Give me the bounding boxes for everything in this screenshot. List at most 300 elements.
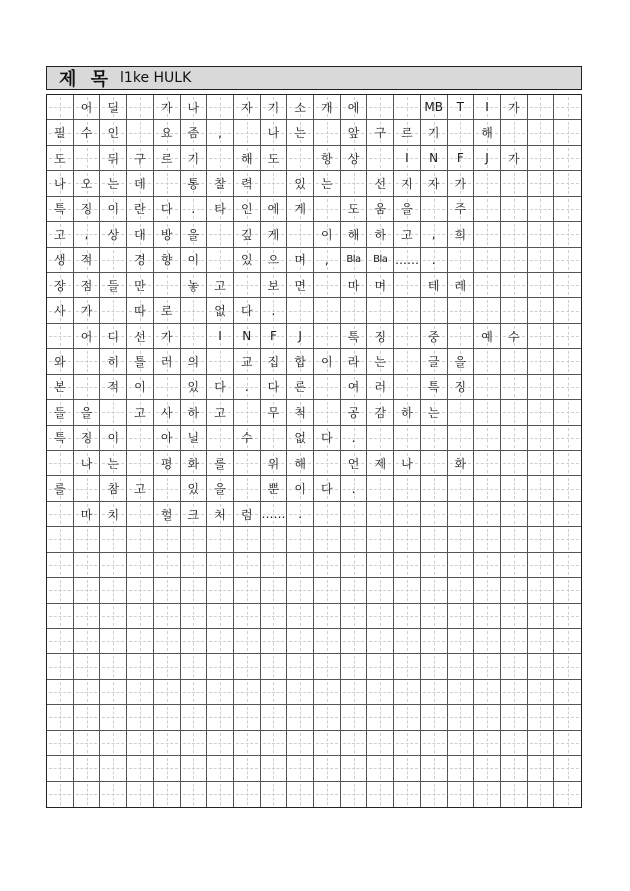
grid-cell	[474, 654, 501, 679]
cell-char: 처	[214, 507, 226, 522]
cell-char: 앞	[347, 126, 360, 141]
grid-cell	[127, 451, 154, 476]
grid-cell	[74, 324, 101, 349]
grid-cell	[367, 349, 394, 374]
grid-cell	[341, 248, 368, 273]
grid-cell	[421, 171, 448, 196]
grid-cell	[367, 731, 394, 756]
grid-cell	[474, 680, 501, 705]
grid-cell	[554, 120, 581, 145]
grid-cell	[448, 756, 475, 781]
grid-cell	[501, 782, 528, 807]
grid-cell	[501, 654, 528, 679]
cell-char: 란	[134, 202, 146, 217]
grid-cell	[341, 273, 368, 298]
grid-cell	[554, 604, 581, 629]
grid-cell	[501, 502, 528, 527]
cell-char: 데	[134, 176, 146, 191]
grid-cell	[154, 782, 181, 807]
grid-cell	[421, 248, 448, 273]
grid-cell	[501, 578, 528, 603]
grid-cell	[528, 222, 555, 247]
grid-cell	[448, 654, 475, 679]
cell-char: 징	[80, 431, 93, 446]
grid-cell	[528, 197, 555, 222]
grid-cell	[47, 604, 74, 629]
cell-char: 방	[160, 227, 173, 242]
grid-cell	[127, 426, 154, 451]
grid-cell	[234, 120, 261, 145]
grid-cell	[127, 146, 154, 171]
grid-cell	[287, 604, 314, 629]
grid-cell	[47, 502, 74, 527]
grid-cell	[181, 146, 208, 171]
grid-cell	[287, 120, 314, 145]
grid-cell	[261, 298, 288, 323]
cell-char: 다	[321, 431, 333, 446]
title-text: l1ke HULK	[120, 70, 192, 86]
cell-char: MB	[424, 100, 443, 115]
grid-cell	[127, 578, 154, 603]
grid-cell	[554, 95, 581, 120]
grid-cell	[234, 197, 261, 222]
cell-char: 만	[134, 278, 146, 293]
grid-cell	[47, 298, 74, 323]
grid-cell	[100, 426, 127, 451]
grid-cell	[100, 324, 127, 349]
cell-char: ,	[324, 252, 329, 267]
cell-char: 고	[54, 227, 66, 242]
grid-cell	[474, 476, 501, 501]
grid-cell	[394, 95, 421, 120]
cell-char: 다	[214, 380, 226, 395]
grid-cell	[100, 527, 127, 552]
grid-cell	[554, 476, 581, 501]
grid-cell	[287, 476, 314, 501]
cell-char: 선	[134, 329, 146, 344]
grid-cell	[100, 782, 127, 807]
cell-char: 징	[80, 202, 93, 217]
grid-cell	[341, 120, 368, 145]
grid-cell	[154, 375, 181, 400]
grid-cell	[207, 120, 234, 145]
cell-char: 오	[80, 176, 93, 191]
cell-char: 자	[427, 176, 440, 191]
cell-char: ,	[431, 227, 436, 242]
cell-char: 게	[267, 227, 280, 242]
grid-cell	[367, 120, 394, 145]
grid-cell	[261, 324, 288, 349]
cell-char: 다	[267, 380, 280, 395]
cell-char: 하	[374, 227, 387, 242]
cell-char: 특	[54, 431, 66, 446]
cell-char: 가	[507, 100, 520, 115]
grid-cell	[287, 705, 314, 730]
grid-cell	[554, 298, 581, 323]
grid-cell	[127, 629, 154, 654]
grid-cell	[181, 324, 208, 349]
grid-cell	[207, 604, 234, 629]
grid-cell	[474, 553, 501, 578]
grid-cell	[394, 782, 421, 807]
grid-cell	[100, 654, 127, 679]
cell-char: 구	[374, 126, 387, 141]
cell-char: 특	[347, 329, 360, 344]
grid-cell	[261, 476, 288, 501]
grid-cell	[181, 553, 208, 578]
grid-cell	[448, 375, 475, 400]
grid-cell	[100, 120, 127, 145]
grid-cell	[207, 527, 234, 552]
cell-char: 다	[240, 304, 253, 319]
grid-cell	[314, 654, 341, 679]
grid-cell	[100, 756, 127, 781]
cell-char: 보	[267, 278, 280, 293]
grid-cell	[501, 553, 528, 578]
grid-cell	[261, 426, 288, 451]
grid-cell	[287, 298, 314, 323]
grid-cell	[421, 400, 448, 425]
grid-cell	[154, 451, 181, 476]
cell-char: 럼	[240, 507, 253, 522]
cell-char: 게	[294, 202, 306, 217]
cell-char: 구	[134, 151, 146, 166]
cell-char: 을	[80, 405, 93, 420]
cell-char: 러	[160, 354, 173, 369]
grid-cell	[394, 171, 421, 196]
grid-cell	[341, 705, 368, 730]
grid-cell	[314, 120, 341, 145]
cell-char: 마	[347, 278, 360, 293]
grid-cell	[47, 578, 74, 603]
grid-cell	[474, 426, 501, 451]
cell-char: 언	[347, 456, 360, 471]
grid-cell	[528, 95, 555, 120]
grid-cell	[100, 375, 127, 400]
grid-cell	[421, 527, 448, 552]
grid-cell	[207, 375, 234, 400]
cell-char: 따	[134, 304, 146, 319]
grid-cell	[501, 375, 528, 400]
grid-cell	[234, 375, 261, 400]
grid-cell	[528, 248, 555, 273]
grid-cell	[314, 375, 341, 400]
grid-cell	[261, 629, 288, 654]
grid-cell	[181, 756, 208, 781]
grid-cell	[528, 502, 555, 527]
cell-char: 른	[294, 380, 306, 395]
grid-cell	[421, 95, 448, 120]
grid-cell	[367, 95, 394, 120]
grid-cell	[74, 375, 101, 400]
cell-char: 가	[160, 100, 173, 115]
grid-cell	[341, 654, 368, 679]
grid-cell	[181, 604, 208, 629]
cell-char: 있	[240, 253, 253, 268]
grid-cell	[207, 222, 234, 247]
grid-cell	[181, 375, 208, 400]
grid-cell	[314, 248, 341, 273]
grid-cell	[341, 731, 368, 756]
grid-cell	[154, 426, 181, 451]
grid-cell	[287, 578, 314, 603]
grid-cell	[394, 349, 421, 374]
grid-cell	[448, 273, 475, 298]
cell-char: .	[271, 303, 276, 318]
grid-cell	[367, 197, 394, 222]
grid-cell	[528, 375, 555, 400]
grid-cell	[448, 248, 475, 273]
cell-char: 뿐	[267, 482, 280, 497]
grid-cell	[47, 654, 74, 679]
grid-cell	[421, 273, 448, 298]
grid-cell	[528, 680, 555, 705]
grid-cell	[341, 451, 368, 476]
grid-cell	[394, 248, 421, 273]
grid-cell	[528, 426, 555, 451]
grid-cell	[74, 680, 101, 705]
cell-char: 가	[507, 151, 520, 166]
cell-char: 와	[54, 354, 66, 369]
grid-cell	[181, 731, 208, 756]
grid-cell	[234, 604, 261, 629]
cell-char: 들	[54, 405, 66, 420]
cell-char: 요	[160, 126, 173, 141]
cell-char: 기	[427, 126, 440, 141]
cell-char: 공	[347, 405, 360, 420]
cell-char: 헐	[160, 507, 173, 522]
grid-cell	[528, 451, 555, 476]
grid-cell	[448, 680, 475, 705]
cell-char: 력	[240, 176, 253, 191]
grid-cell	[421, 197, 448, 222]
grid-cell	[261, 502, 288, 527]
grid-cell	[421, 756, 448, 781]
grid-cell	[501, 171, 528, 196]
grid-cell	[181, 451, 208, 476]
cell-char: 이	[107, 431, 120, 446]
grid-cell	[448, 578, 475, 603]
grid-cell	[287, 222, 314, 247]
grid-cell	[341, 349, 368, 374]
grid-cell	[501, 95, 528, 120]
grid-cell	[474, 400, 501, 425]
grid-cell	[47, 553, 74, 578]
grid-cell	[421, 349, 448, 374]
grid-cell	[234, 705, 261, 730]
grid-cell	[341, 95, 368, 120]
grid-cell	[154, 324, 181, 349]
grid-cell	[47, 349, 74, 374]
cell-char: 어	[80, 329, 93, 344]
grid-cell	[234, 578, 261, 603]
grid-cell	[74, 273, 101, 298]
cell-char: 글	[427, 354, 440, 369]
grid-cell	[234, 400, 261, 425]
cell-char: 며	[294, 253, 306, 268]
grid-cell	[448, 426, 475, 451]
grid-cell	[554, 197, 581, 222]
grid-cell	[528, 654, 555, 679]
grid-cell	[474, 120, 501, 145]
grid-cell	[448, 400, 475, 425]
grid-cell	[474, 705, 501, 730]
grid-cell	[234, 654, 261, 679]
grid-cell	[207, 95, 234, 120]
cell-char: 여	[347, 380, 360, 395]
grid-cell	[421, 731, 448, 756]
cell-char: 러	[374, 380, 387, 395]
grid-cell	[367, 222, 394, 247]
grid-cell	[421, 705, 448, 730]
grid-cell	[314, 527, 341, 552]
grid-cell	[394, 553, 421, 578]
cell-char: 깊	[240, 227, 253, 242]
grid-cell	[47, 375, 74, 400]
grid-cell	[501, 756, 528, 781]
grid-cell	[421, 222, 448, 247]
grid-cell	[261, 680, 288, 705]
grid-cell	[100, 578, 127, 603]
cell-char: 있	[187, 380, 200, 395]
grid-cell	[154, 95, 181, 120]
grid-cell	[421, 654, 448, 679]
grid-cell	[207, 273, 234, 298]
cell-char: 집	[267, 354, 280, 369]
grid-cell	[367, 273, 394, 298]
cell-char: 마	[80, 507, 93, 522]
grid-cell	[287, 171, 314, 196]
grid-cell	[528, 578, 555, 603]
grid-cell	[181, 782, 208, 807]
cell-char: F	[269, 329, 277, 344]
grid-cell	[181, 400, 208, 425]
grid-cell	[261, 451, 288, 476]
grid-cell	[528, 120, 555, 145]
grid-cell	[367, 476, 394, 501]
cell-char: 경	[134, 253, 146, 268]
cell-char: 을	[214, 482, 226, 497]
grid-cell	[394, 451, 421, 476]
grid-cell	[448, 553, 475, 578]
grid-cell	[181, 705, 208, 730]
cell-char: 감	[374, 405, 387, 420]
grid-cell	[421, 604, 448, 629]
cell-char: 고	[214, 278, 226, 293]
cell-char: 수	[80, 126, 93, 141]
grid-cell	[100, 298, 127, 323]
grid-cell	[100, 451, 127, 476]
grid-cell	[314, 146, 341, 171]
grid-cell	[154, 629, 181, 654]
grid-cell	[74, 705, 101, 730]
grid-cell	[181, 248, 208, 273]
grid-cell	[287, 756, 314, 781]
cell-char: Bla	[346, 254, 361, 266]
grid-cell	[448, 349, 475, 374]
grid-cell	[394, 654, 421, 679]
grid-cell	[127, 222, 154, 247]
grid-cell	[287, 95, 314, 120]
grid-cell	[341, 197, 368, 222]
grid-cell	[474, 95, 501, 120]
cell-char: 아	[160, 431, 173, 446]
grid-cell	[287, 527, 314, 552]
grid-cell	[367, 527, 394, 552]
cell-char: 는	[374, 354, 387, 369]
grid-cell	[528, 705, 555, 730]
cell-char: 인	[240, 202, 253, 217]
cell-char: J	[485, 151, 489, 166]
grid-cell	[501, 400, 528, 425]
grid-cell	[501, 451, 528, 476]
cell-char: 적	[107, 380, 120, 395]
grid-cell	[554, 756, 581, 781]
grid-cell	[181, 120, 208, 145]
grid-cell	[314, 273, 341, 298]
grid-cell	[207, 756, 234, 781]
cell-char: 타	[214, 202, 226, 217]
grid-cell	[234, 756, 261, 781]
grid-cell	[448, 222, 475, 247]
grid-cell	[74, 731, 101, 756]
grid-cell	[127, 680, 154, 705]
grid-cell	[154, 680, 181, 705]
grid-cell	[421, 120, 448, 145]
cell-char: 해	[240, 151, 253, 166]
grid-cell	[207, 451, 234, 476]
grid-cell	[394, 222, 421, 247]
grid-cell	[74, 654, 101, 679]
grid-cell	[47, 731, 74, 756]
grid-cell	[314, 400, 341, 425]
grid-cell	[261, 604, 288, 629]
cell-char: 를	[54, 482, 66, 497]
cell-char: 없	[214, 304, 226, 319]
cell-char: 점	[80, 278, 93, 293]
cell-char: 르	[160, 151, 173, 166]
cell-char: 본	[54, 380, 66, 395]
cell-char: .	[191, 201, 196, 216]
grid-cell	[528, 171, 555, 196]
grid-cell	[74, 604, 101, 629]
grid-cell	[528, 400, 555, 425]
grid-cell	[341, 426, 368, 451]
grid-cell	[367, 248, 394, 273]
grid-cell	[127, 782, 154, 807]
grid-cell	[474, 298, 501, 323]
grid-cell	[47, 680, 74, 705]
grid-cell	[127, 756, 154, 781]
grid-cell	[287, 426, 314, 451]
cell-char: 도	[54, 151, 66, 166]
grid-cell	[100, 553, 127, 578]
cell-char: 척	[294, 405, 306, 420]
cell-char: 평	[160, 456, 173, 471]
cell-char: 자	[240, 100, 253, 115]
cell-char: 크	[187, 507, 200, 522]
cell-char: 기	[267, 100, 280, 115]
grid-cell	[367, 604, 394, 629]
grid-cell	[501, 120, 528, 145]
grid-cell	[127, 705, 154, 730]
grid-cell	[501, 629, 528, 654]
cell-char: 참	[107, 482, 120, 497]
grid-cell	[421, 680, 448, 705]
grid-cell	[448, 476, 475, 501]
grid-cell	[474, 756, 501, 781]
grid-cell	[207, 705, 234, 730]
